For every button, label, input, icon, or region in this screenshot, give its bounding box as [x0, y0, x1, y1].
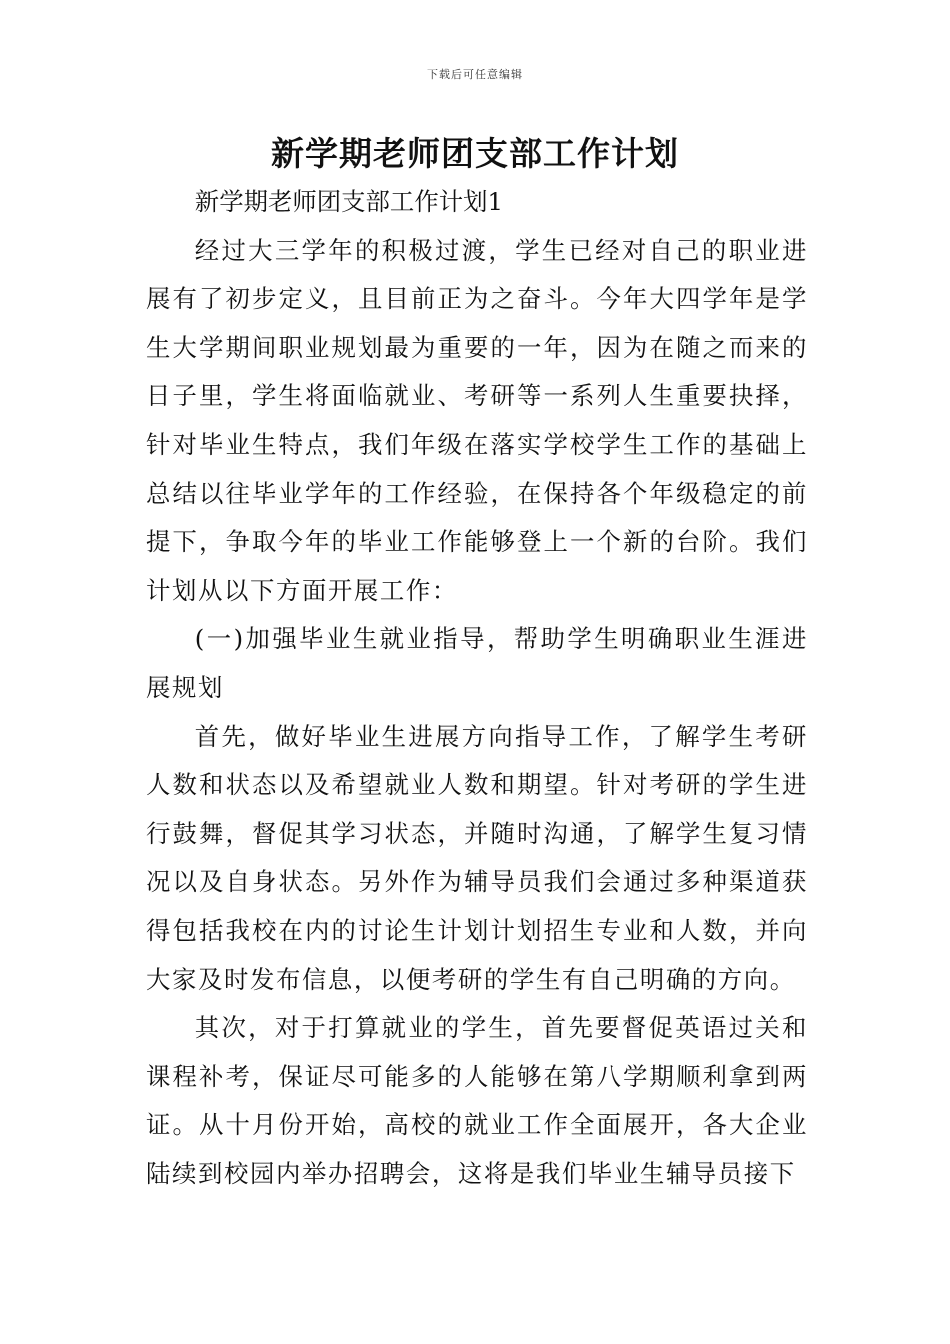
- paragraph-first: 首先，做好毕业生进展方向指导工作，了解学生考研人数和状态以及希望就业人数和期望。针对考研的学生进行鼓舞，督促其学习状态，并随时沟通，了解学生复习情况以及自身状态。另外作为辅导员我们会通过多种渠道获得包括我校在内的讨论生计划计划招生专业和人数，并向大家及时发布信息，以便考研的学生有自己明确的方向。: [146, 721, 808, 994]
- document-subtitle: 新学期老师团支部工作计划1: [194, 187, 504, 216]
- document-title: 新学期老师团支部工作计划: [271, 134, 679, 173]
- document-body: [146, 178, 808, 1198]
- section-heading: (一)加强毕业生就业指导，帮助学生明确职业生涯进展规划: [146, 624, 808, 702]
- paragraph-intro: 经过大三学年的积极过渡，学生已经对自己的职业进展有了初步定义，且目前正为之奋斗。今年大四学年是学生大学期间职业规划最为重要的一年，因为在随之而来的日子里，学生将面临就业、考研等一系列人生重要抉择，针对毕业生特点，我们年级在落实学校学生工作的基础上总结以往毕业学年的工作经验，在保持各个年级稳定的前提下，争取今年的毕业工作能够登上一个新的台阶。我们计划从以下方面开展工作：: [146, 235, 808, 605]
- header-note: 下载后可任意编辑: [427, 68, 523, 81]
- paragraph-second: 其次，对于打算就业的学生，首先要督促英语过关和课程补考，保证尽可能多的人能够在第八学期顺利拿到两证。从十月份开始，高校的就业工作全面展开，各大企业陆续到校园内举办招聘会，这将是我们毕业生辅导员接下: [146, 1013, 808, 1188]
